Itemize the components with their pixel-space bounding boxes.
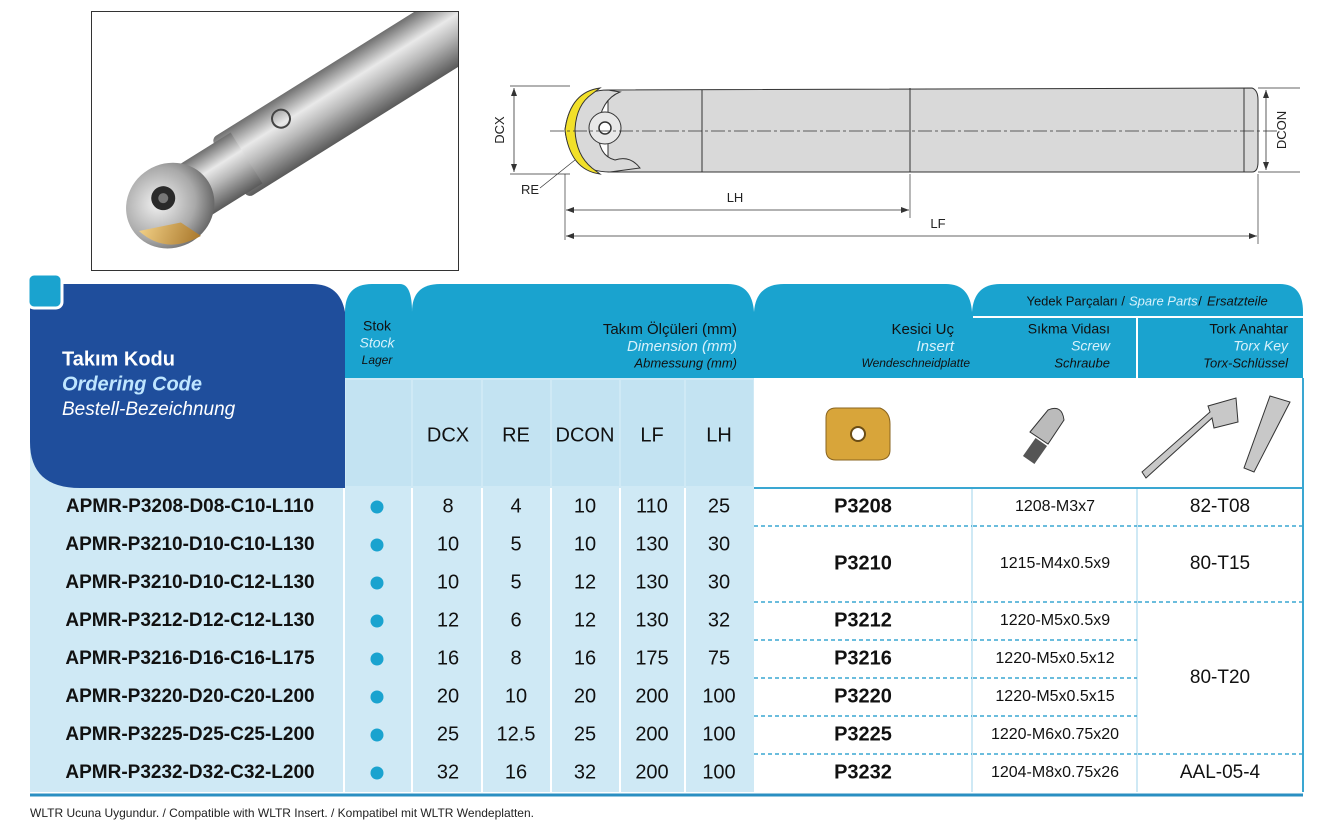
stock-dot-4 — [371, 653, 384, 666]
insert-6: P3232 — [834, 761, 892, 784]
dimension-label-tr: Takım Ölçüleri (mm) — [602, 320, 737, 338]
key-0: 82-T08 — [1189, 496, 1251, 518]
ordering-code-5: APMR-P3220-D20-C20-L200 — [65, 686, 315, 708]
footnote: WLTR Ucuna Uygundur. / Compatible with WLTR Insert. / Kompatibel mit WLTR Wendeplatten. — [30, 806, 534, 820]
technical-drawing — [480, 70, 1310, 250]
insert-label-tr: Kesici Uç — [891, 320, 954, 338]
screw-4: 1220-M5x0.5x15 — [995, 688, 1115, 706]
dimension-label-de: Abmessung (mm) — [634, 355, 737, 371]
dim-dcx-0: 8 — [442, 495, 454, 518]
ordering-code-6: APMR-P3225-D25-C25-L200 — [65, 724, 315, 746]
dim-dcon-4: 16 — [573, 647, 597, 670]
dim-dcx-1: 10 — [436, 533, 460, 556]
stock-label-tr: Stok — [362, 317, 392, 334]
dim-re-4: 8 — [510, 647, 522, 670]
dim-dcon-1: 10 — [573, 533, 597, 556]
dim-col-header-dcx: DCX — [426, 424, 470, 447]
screw-5: 1220-M6x0.75x20 — [990, 726, 1120, 744]
dim-dcon-3: 12 — [573, 609, 597, 632]
stock-dot-3 — [371, 615, 384, 628]
spare-label-en: Spare Parts — [1129, 293, 1198, 309]
spare-label-tr: Yedek Parçaları / — [1026, 293, 1125, 309]
dim-lh-3: 32 — [707, 609, 731, 632]
stock-label-en: Stock — [359, 334, 395, 351]
ordering-title-en: Ordering Code — [62, 373, 203, 396]
insert-5: P3225 — [834, 723, 892, 746]
screw-1: 1215-M4x0.5x9 — [999, 555, 1111, 573]
stock-dot-6 — [371, 729, 384, 742]
stock-dot-5 — [371, 691, 384, 704]
key-label-en: Torx Key — [1233, 337, 1288, 354]
product-photo — [91, 11, 459, 271]
dim-dcx-2: 10 — [436, 571, 460, 594]
dim-col-header-dcon: DCON — [555, 424, 615, 447]
dimension-label-en: Dimension (mm) — [626, 337, 737, 355]
dim-lf-0: 110 — [636, 495, 668, 518]
insert-label-en: Insert — [916, 337, 954, 355]
dim-lf-1: 130 — [635, 533, 669, 556]
lf-label: LF — [930, 216, 946, 231]
ordering-code-0: APMR-P3208-D08-C10-L110 — [65, 496, 315, 518]
dim-lh-0: 25 — [707, 495, 731, 518]
insert-hole — [851, 427, 865, 441]
dim-lf-2: 130 — [635, 571, 669, 594]
ordering-title-de: Bestell-Bezeichnung — [62, 399, 236, 421]
screw-label-de: Schraube — [1054, 355, 1110, 371]
dim-re-0: 4 — [510, 495, 522, 518]
ordering-code-7: APMR-P3232-D32-C32-L200 — [65, 762, 315, 784]
screw-label-tr: Sıkma Vidası — [1027, 320, 1110, 337]
corner-logo — [28, 274, 62, 308]
product-table — [0, 272, 1327, 802]
ordering-code-4: APMR-P3216-D16-C16-L175 — [65, 648, 315, 670]
dim-lf-7: 200 — [635, 761, 669, 784]
spare-label-de: Ersatzteile — [1207, 293, 1268, 309]
dim-re-6: 12.5 — [496, 723, 536, 746]
key-label-de: Torx-Schlüssel — [1203, 355, 1288, 371]
stock-label-de: Lager — [361, 353, 393, 368]
dim-dcx-5: 20 — [436, 685, 460, 708]
insert-label-de: Wendeschneidplatte — [861, 356, 970, 371]
screw-6: 1204-M8x0.75x26 — [990, 764, 1120, 782]
ordering-code-3: APMR-P3212-D12-C12-L130 — [65, 610, 315, 632]
stock-dot-7 — [371, 767, 384, 780]
dim-dcx-7: 32 — [436, 761, 460, 784]
spare-label-sep: / — [1198, 293, 1202, 309]
stock-col-cell — [346, 380, 411, 486]
key-1: 80-T15 — [1189, 553, 1251, 575]
dcx-label: DCX — [492, 116, 507, 144]
tool-photo-image — [92, 12, 458, 270]
dim-lf-6: 200 — [635, 723, 669, 746]
insert-4: P3220 — [834, 685, 892, 708]
screw-2: 1220-M5x0.5x9 — [999, 612, 1111, 630]
dim-dcon-2: 12 — [573, 571, 597, 594]
ordering-title-tr: Takım Kodu — [62, 348, 175, 371]
ordering-code-1: APMR-P3210-D10-C10-L130 — [65, 534, 315, 556]
screw-label-en: Screw — [1071, 337, 1110, 354]
dim-lf-5: 200 — [635, 685, 669, 708]
stock-dot-2 — [371, 577, 384, 590]
dim-re-7: 16 — [504, 761, 528, 784]
dim-col-header-lh: LH — [706, 424, 732, 447]
lh-label: LH — [726, 190, 744, 205]
stock-dot-1 — [371, 539, 384, 552]
key-2: 80-T20 — [1189, 667, 1251, 689]
dim-dcon-6: 25 — [573, 723, 597, 746]
re-label: RE — [520, 182, 540, 197]
dim-lh-4: 75 — [707, 647, 731, 670]
dcon-label: DCON — [1274, 110, 1289, 150]
dim-lh-6: 100 — [702, 723, 736, 746]
dim-dcx-6: 25 — [436, 723, 460, 746]
insert-1: P3210 — [834, 552, 892, 575]
dim-col-header-lf: LF — [640, 424, 664, 447]
dim-dcon-5: 20 — [573, 685, 597, 708]
dim-dcon-7: 32 — [573, 761, 597, 784]
dim-lh-2: 30 — [707, 571, 731, 594]
dim-dcx-4: 16 — [436, 647, 460, 670]
table-right-bg — [754, 488, 1303, 792]
dim-lf-3: 130 — [635, 609, 669, 632]
insert-2: P3212 — [834, 609, 892, 632]
dim-col-header-re: RE — [502, 424, 530, 447]
key-3: AAL-05-4 — [1179, 762, 1261, 784]
dim-re-2: 5 — [510, 571, 522, 594]
dim-lh-5: 100 — [702, 685, 736, 708]
screw-0: 1208-M3x7 — [1014, 498, 1096, 516]
insert-0: P3208 — [834, 495, 892, 518]
dim-re-1: 5 — [510, 533, 522, 556]
dim-lf-4: 175 — [635, 647, 669, 670]
dim-lh-1: 30 — [707, 533, 731, 556]
dim-dcon-0: 10 — [573, 495, 597, 518]
insert-3: P3216 — [834, 647, 892, 670]
stock-dot-0 — [371, 501, 384, 514]
key-label-tr: Tork Anahtar — [1209, 320, 1288, 337]
screw-3: 1220-M5x0.5x12 — [995, 650, 1115, 668]
ordering-code-2: APMR-P3210-D10-C12-L130 — [65, 572, 315, 594]
dim-dcx-3: 12 — [436, 609, 460, 632]
dim-re-5: 10 — [504, 685, 528, 708]
dim-re-3: 6 — [510, 609, 522, 632]
dim-lh-7: 100 — [702, 761, 736, 784]
